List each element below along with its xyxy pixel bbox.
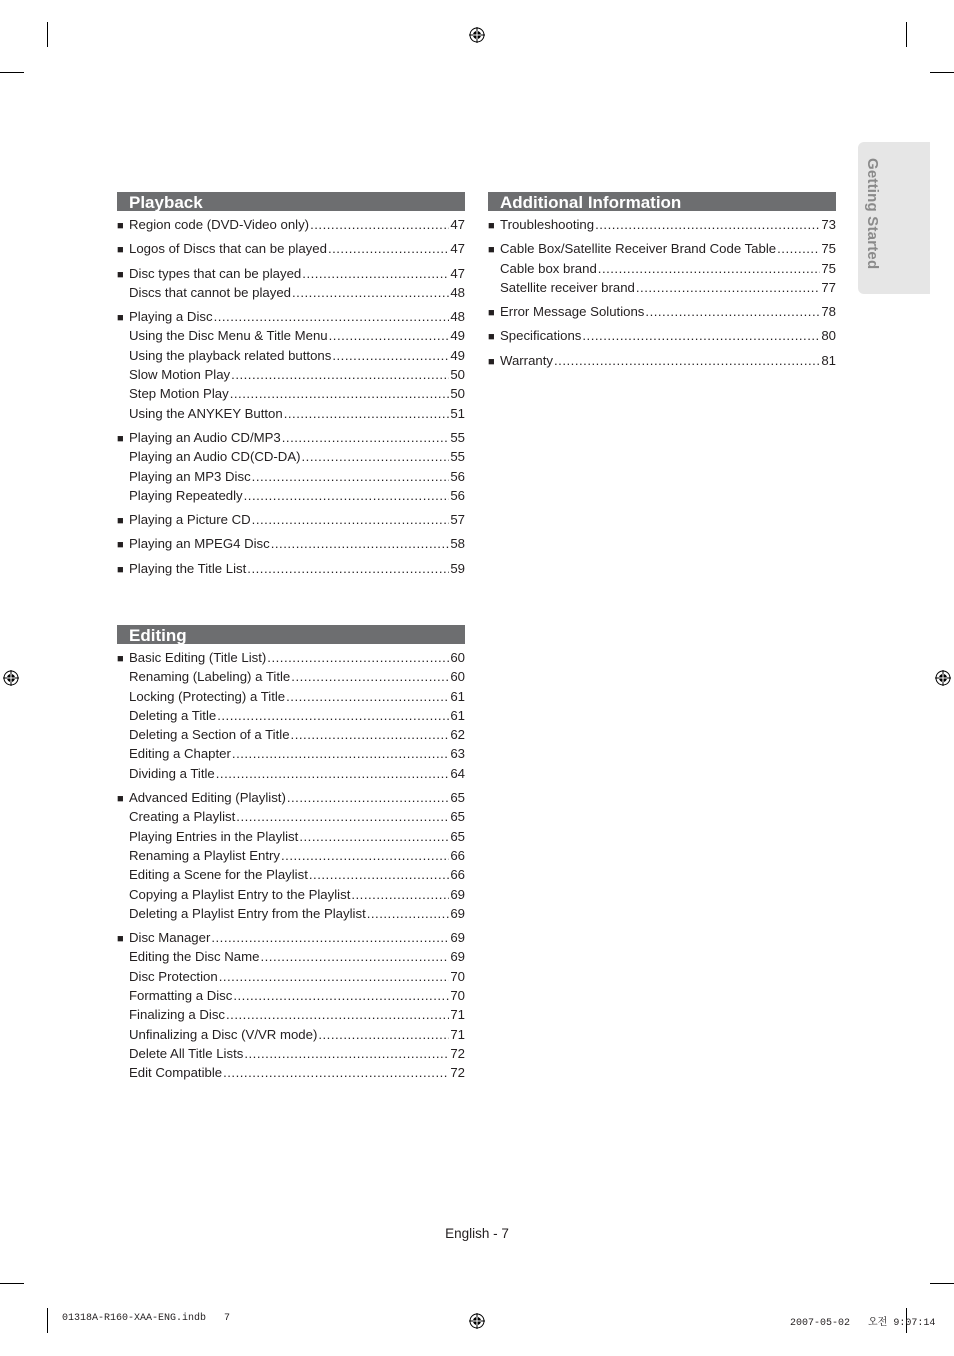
square-bullet-icon: ■ (117, 539, 124, 552)
toc-entry (117, 827, 465, 846)
square-bullet-icon: ■ (488, 220, 495, 232)
toc-entry-label: Playing an Audio CD/MP3 (129, 429, 281, 445)
toc-entries (117, 648, 465, 1083)
toc-entry-label: Copying a Playlist Entry to the Playlist (129, 886, 351, 902)
toc-entry (117, 648, 465, 667)
toc-entry (117, 264, 465, 283)
toc-entry-page: 73 (821, 217, 836, 232)
toc-entry (117, 904, 465, 923)
dot-leader (292, 283, 449, 302)
toc-entry-page: 78 (821, 304, 836, 320)
toc-entry-page: 56 (450, 487, 465, 503)
dot-leader (223, 1063, 449, 1082)
toc-entry (117, 928, 465, 947)
page-number: English - 7 (445, 1226, 509, 1241)
toc-entry (117, 667, 465, 686)
toc-entry-label: Using the playback related buttons (129, 347, 332, 363)
toc-entry-label: Editing a Chapter (129, 746, 231, 762)
dot-leader (231, 365, 449, 384)
toc-entry (117, 239, 465, 258)
toc-group (488, 302, 836, 321)
toc-entry-label: Region code (DVD-Video only) (129, 217, 310, 232)
print-file-slug: 01318A-R160-XAA-ENG.indb 7 (62, 1313, 231, 1324)
toc-entry (488, 326, 836, 345)
toc-entry-label: Slow Motion Play (129, 367, 231, 383)
toc-entry (117, 559, 465, 578)
toc-entry-page: 61 (450, 688, 465, 704)
dot-leader (554, 351, 820, 370)
toc-entry-label: Using the Disc Menu & Title Menu (129, 328, 328, 344)
toc-group (117, 239, 465, 258)
toc-entry-page: 49 (450, 347, 465, 363)
registration-mark-icon (469, 1313, 485, 1329)
toc-entry-label: Troubleshooting (500, 217, 595, 232)
dot-leader (598, 259, 821, 278)
toc-entry-label: Specifications (500, 328, 582, 344)
toc-entry-page: 51 (450, 405, 465, 421)
square-bullet-icon: ■ (117, 432, 124, 445)
toc-entry (117, 788, 465, 807)
toc-entry-page: 48 (450, 284, 465, 300)
dot-leader (214, 307, 450, 326)
toc-group (488, 239, 836, 297)
toc-group (117, 648, 465, 783)
toc-entry-label: Edit Compatible (129, 1065, 223, 1081)
dot-leader (302, 264, 449, 283)
toc-group (117, 534, 465, 553)
toc-section-playback (117, 192, 465, 583)
dot-leader (582, 326, 820, 345)
toc-entry-page: 58 (450, 536, 465, 552)
toc-entry-page: 69 (450, 886, 465, 902)
toc-entry-page: 47 (450, 241, 465, 257)
dot-leader (252, 467, 450, 486)
toc-entry (117, 404, 465, 423)
toc-entry-label: Playing Repeatedly (129, 487, 243, 503)
square-bullet-icon: ■ (488, 331, 495, 344)
toc-entry-page: 56 (450, 468, 465, 484)
toc-entry (488, 302, 836, 321)
toc-entry-label: Playing an MP3 Disc (129, 468, 251, 484)
toc-entry-label: Renaming (Labeling) a Title (129, 669, 291, 685)
dot-leader (777, 239, 820, 258)
dot-leader (260, 947, 449, 966)
toc-entry (117, 807, 465, 826)
toc-entry (117, 744, 465, 763)
toc-entry (117, 283, 465, 302)
toc-entry (117, 384, 465, 403)
square-bullet-icon: ■ (117, 515, 124, 528)
toc-entry-page: 55 (450, 429, 465, 445)
toc-entry-page: 80 (821, 328, 836, 344)
toc-entry (117, 307, 465, 326)
toc-entry-label: Deleting a Section of a Title (129, 727, 290, 743)
toc-entry-label: Formatting a Disc (129, 988, 233, 1004)
dot-leader (219, 967, 450, 986)
toc-entry-label: Finalizing a Disc (129, 1007, 226, 1023)
dot-leader (284, 404, 450, 423)
crop-mark (47, 22, 48, 47)
registration-mark-icon (469, 27, 485, 43)
toc-entry-page: 69 (450, 930, 465, 946)
toc-entry-label: Error Message Solutions (500, 304, 645, 320)
square-bullet-icon: ■ (488, 244, 495, 257)
toc-group (117, 559, 465, 578)
toc-entry-label: Delete All Title Lists (129, 1045, 244, 1061)
toc-entry (488, 215, 836, 234)
toc-entry-page: 47 (450, 217, 465, 232)
dot-leader (645, 302, 820, 321)
toc-entry (117, 865, 465, 884)
toc-entry-page: 60 (450, 669, 465, 685)
dot-leader (230, 384, 450, 403)
toc-entry (117, 346, 465, 365)
toc-entry (117, 986, 465, 1005)
dot-leader (309, 865, 449, 884)
crop-mark (0, 1283, 24, 1284)
toc-entry-page: 59 (450, 560, 465, 576)
toc-entry-label: Basic Editing (Title List) (129, 650, 267, 665)
dot-leader (252, 510, 450, 529)
crop-mark (47, 1308, 48, 1333)
dot-leader (351, 885, 449, 904)
section-heading: Additional Information (488, 192, 836, 211)
toc-entry (117, 706, 465, 725)
toc-entry-page: 65 (450, 790, 465, 806)
dot-leader (367, 904, 450, 923)
toc-entry-page: 77 (821, 279, 836, 295)
toc-entry (117, 846, 465, 865)
toc-entry-page: 50 (450, 386, 465, 402)
toc-entry-page: 69 (450, 949, 465, 965)
toc-entry-page: 81 (821, 352, 836, 368)
toc-entry-page: 72 (450, 1065, 465, 1081)
toc-entry (117, 365, 465, 384)
square-bullet-icon: ■ (117, 793, 124, 806)
chapter-side-tab-label: Getting Started (864, 158, 881, 270)
crop-mark (930, 72, 954, 73)
toc-entry-page: 71 (450, 1026, 465, 1042)
toc-entry-label: Creating a Playlist (129, 809, 236, 825)
toc-group (117, 264, 465, 303)
toc-entry (117, 885, 465, 904)
square-bullet-icon: ■ (117, 653, 124, 665)
dot-leader (287, 788, 449, 807)
toc-entry-page: 47 (450, 265, 465, 281)
square-bullet-icon: ■ (117, 244, 124, 257)
toc-entry-label: Playing the Title List (129, 560, 247, 576)
toc-entry-page: 70 (450, 988, 465, 1004)
toc-entries (117, 215, 465, 578)
square-bullet-icon: ■ (117, 933, 124, 946)
toc-entry (117, 947, 465, 966)
toc-entry-label: Logos of Discs that can be played (129, 241, 327, 257)
dot-leader (247, 559, 449, 578)
toc-entry (488, 351, 836, 370)
toc-entry-label: Discs that cannot be played (129, 284, 292, 300)
toc-entry (117, 467, 465, 486)
toc-entry (117, 725, 465, 744)
toc-group (117, 215, 465, 234)
dot-leader (299, 827, 449, 846)
square-bullet-icon: ■ (488, 355, 495, 368)
toc-entry-label: Editing a Scene for the Playlist (129, 867, 308, 883)
toc-entry (117, 1005, 465, 1024)
dot-leader (291, 725, 450, 744)
toc-entry-page: 62 (450, 727, 465, 743)
crop-mark (906, 22, 907, 47)
toc-entry-page: 50 (450, 367, 465, 383)
toc-entry-label: Playing an Audio CD(CD-DA) (129, 449, 301, 465)
dot-leader (302, 447, 450, 466)
toc-entry (117, 1025, 465, 1044)
section-heading: Playback (117, 192, 465, 211)
toc-section-additional-information (488, 192, 836, 375)
toc-entry-page: 75 (821, 260, 836, 276)
toc-entry (117, 326, 465, 345)
toc-entry-page: 66 (450, 867, 465, 883)
toc-group (117, 928, 465, 1082)
crop-mark (930, 1283, 954, 1284)
toc-entry-page: 69 (450, 905, 465, 921)
square-bullet-icon: ■ (117, 268, 124, 281)
dot-leader (244, 1044, 449, 1063)
toc-entry (117, 534, 465, 553)
toc-entry-label: Disc Manager (129, 930, 211, 946)
dot-leader (226, 1005, 449, 1024)
toc-entry-page: 70 (450, 968, 465, 984)
dot-leader (216, 764, 450, 783)
dot-leader (286, 687, 449, 706)
toc-group (488, 215, 836, 234)
dot-leader (233, 986, 449, 1005)
toc-entry-label: Cable box brand (500, 260, 597, 276)
toc-entry (117, 215, 465, 234)
toc-entry-page: 63 (450, 746, 465, 762)
toc-entry-label: Satellite receiver brand (500, 279, 635, 295)
toc-entry (117, 447, 465, 466)
dot-leader (281, 846, 449, 865)
section-heading: Editing (117, 625, 465, 644)
toc-entry-page: 64 (450, 765, 465, 781)
toc-entry-page: 75 (821, 241, 836, 257)
toc-entry-label: Advanced Editing (Playlist) (129, 790, 286, 806)
toc-entry-label: Step Motion Play (129, 386, 229, 402)
toc-entry (117, 428, 465, 447)
toc-group (117, 510, 465, 529)
square-bullet-icon: ■ (117, 563, 124, 576)
dot-leader (318, 1025, 449, 1044)
print-date-slug: 2007-05-02 오전 9:07:14 (790, 1318, 936, 1329)
toc-group (488, 351, 836, 370)
registration-mark-icon (3, 670, 19, 686)
toc-entry-label: Playing an MPEG4 Disc (129, 536, 270, 552)
dot-leader (282, 428, 450, 447)
dot-leader (271, 534, 450, 553)
toc-entry-label: Unfinalizing a Disc (V/VR mode) (129, 1026, 318, 1042)
toc-entry-label: Playing a Disc (129, 309, 213, 325)
dot-leader (329, 326, 450, 345)
toc-entry-page: 60 (450, 650, 465, 665)
toc-entry-page: 55 (450, 449, 465, 465)
registration-mark-icon (935, 670, 951, 686)
dot-leader (332, 346, 449, 365)
toc-entry-page: 65 (450, 809, 465, 825)
square-bullet-icon: ■ (117, 220, 124, 232)
dot-leader (232, 744, 449, 763)
chapter-side-tab (858, 142, 930, 294)
toc-entry-label: Editing the Disc Name (129, 949, 260, 965)
toc-entry-label: Disc Protection (129, 968, 218, 984)
toc-entry-label: Warranty (500, 352, 554, 368)
toc-entry-label: Using the ANYKEY Button (129, 405, 283, 421)
toc-entry-page: 49 (450, 328, 465, 344)
toc-section-editing (117, 625, 465, 1088)
dot-leader (211, 928, 449, 947)
toc-entry (117, 510, 465, 529)
square-bullet-icon: ■ (488, 307, 495, 320)
toc-entry-label: Deleting a Playlist Entry from the Playlist (129, 905, 366, 921)
dot-leader (244, 486, 450, 505)
toc-entry-page: 48 (450, 309, 465, 325)
dot-leader (636, 278, 820, 297)
dot-leader (267, 648, 449, 667)
toc-entry (117, 764, 465, 783)
toc-entry-label: Dividing a Title (129, 765, 215, 781)
dot-leader (291, 667, 449, 686)
toc-entry-page: 57 (450, 512, 465, 528)
toc-entry (488, 239, 836, 258)
toc-entry-label: Locking (Protecting) a Title (129, 688, 286, 704)
toc-entry (488, 278, 836, 297)
toc-entry (488, 259, 836, 278)
toc-entry-page: 61 (450, 707, 465, 723)
toc-entry (117, 1063, 465, 1082)
toc-entry (117, 1044, 465, 1063)
toc-group (117, 428, 465, 505)
toc-entry (117, 967, 465, 986)
toc-entry-label: Deleting a Title (129, 707, 217, 723)
dot-leader (236, 807, 449, 826)
dot-leader (310, 215, 449, 234)
toc-entry-label: Cable Box/Satellite Receiver Brand Code Table (500, 241, 777, 257)
toc-entry-label: Playing a Picture CD (129, 512, 251, 528)
toc-entry-label: Disc types that can be played (129, 265, 302, 281)
toc-group (117, 788, 465, 923)
toc-entry-label: Renaming a Playlist Entry (129, 847, 280, 863)
toc-entry-page: 65 (450, 828, 465, 844)
toc-entries (488, 215, 836, 370)
toc-entry (117, 486, 465, 505)
square-bullet-icon: ■ (117, 312, 124, 325)
toc-entry-label: Playing Entries in the Playlist (129, 828, 299, 844)
dot-leader (328, 239, 449, 258)
toc-entry (117, 687, 465, 706)
dot-leader (217, 706, 449, 725)
toc-entry-page: 72 (450, 1045, 465, 1061)
toc-group (488, 326, 836, 345)
dot-leader (595, 215, 820, 234)
toc-entry-page: 71 (450, 1007, 465, 1023)
crop-mark (0, 72, 24, 73)
toc-entry-page: 66 (450, 847, 465, 863)
toc-group (117, 307, 465, 423)
